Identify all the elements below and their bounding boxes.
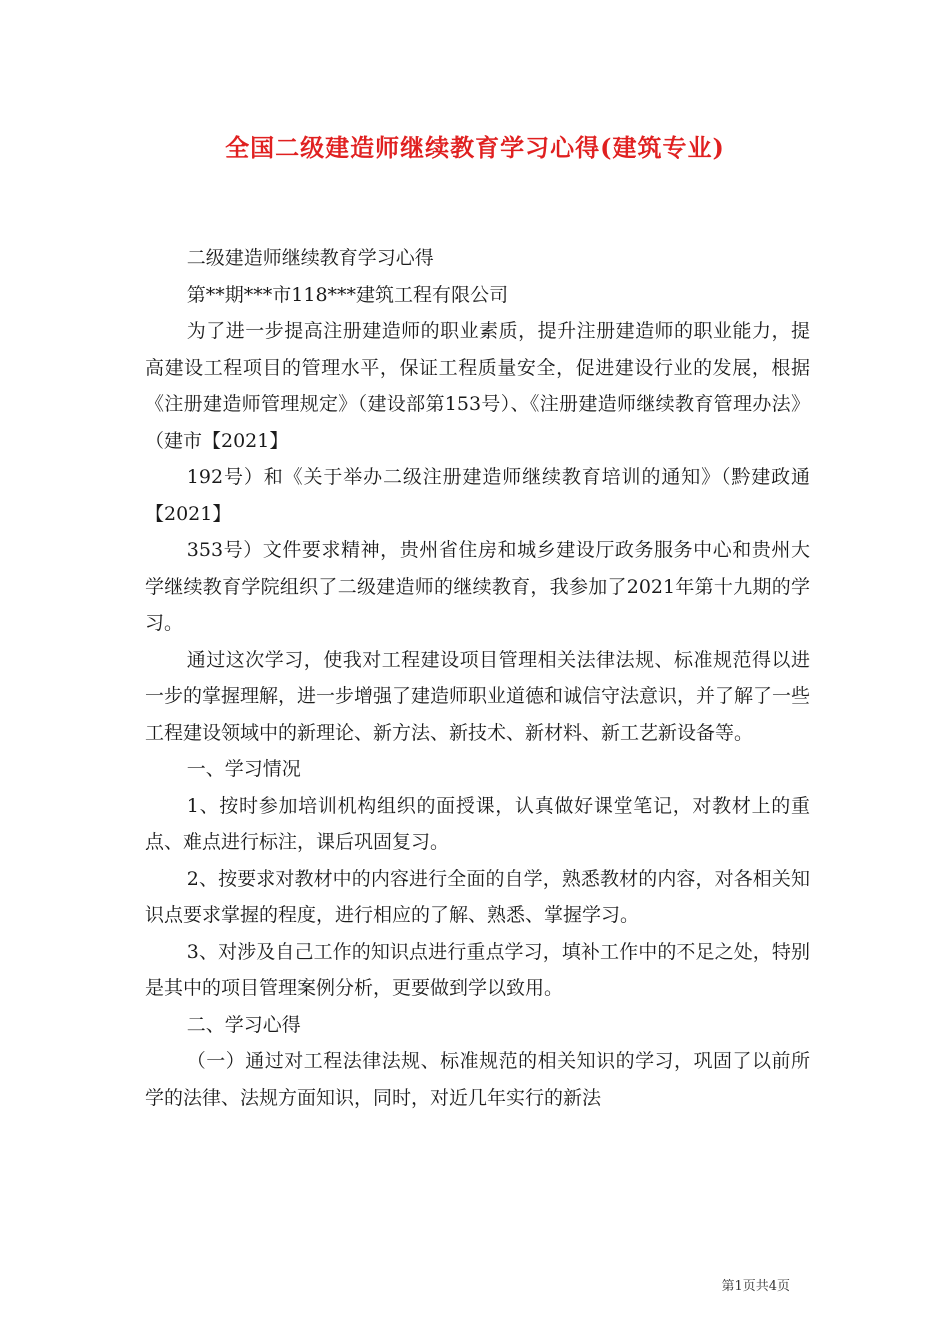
paragraph: 1、按时参加培训机构组织的面授课，认真做好课堂笔记，对教材上的重点、难点进行标注，课后巩固复习。 [145, 794, 810, 853]
paragraph: 2、按要求对教材中的内容进行全面的自学，熟悉教材的内容，对各相关知识点要求掌握的程度，进行相应的了解、熟悉、掌握学习。 [145, 867, 810, 926]
paragraph: 通过这次学习，使我对工程建设项目管理相关法律法规、标准规范得以进一步的掌握理解，进一步增强了建造师职业道德和诚信守法意识，并了解了一些工程建设领域中的新理论、新方法、新技术、新材料、新工艺新设备等。 [145, 648, 811, 744]
paragraph-subtitle: 二级建造师继续教育学习心得 [186, 247, 434, 269]
paragraph-author: 第**期***市118***建筑工程有限公司 [186, 283, 509, 306]
paragraph: 192号）和《关于举办二级注册建造师继续教育培训的通知》（黔建政通【2021】 [145, 466, 810, 525]
section-heading: 一、学习情况 [186, 758, 301, 780]
document-title: 全国二级建造师继续教育学习心得(建筑专业) [225, 133, 725, 162]
document-body [145, 240, 810, 1116]
paragraph: （一）通过对工程法律法规、标准规范的相关知识的学习，巩固了以前所学的法律、法规方面知识，同时，对近几年实行的新法 [145, 1050, 810, 1109]
page-number: 第1页共4页 [721, 1279, 790, 1294]
section-heading: 二、学习心得 [186, 1013, 301, 1036]
paragraph: 为了进一步提高注册建造师的职业素质，提升注册建造师的职业能力，提高建设工程项目的管理水平，保证工程质量安全，促进建设行业的发展，根据《注册建造师管理规定》（建设部第153号）、《注册建造师继续教育管理办法》（建市【2021】 [145, 320, 810, 452]
paragraph: 353号）文件要求精神，贵州省住房和城乡建设厅政务服务中心和贵州大学继续教育学院组织了二级建造师的继续教育，我参加了2021年第十九期的学习。 [145, 539, 810, 634]
paragraph: 3、对涉及自己工作的知识点进行重点学习，填补工作中的不足之处，特别是其中的项目管理案例分析，更要做到学以致用。 [145, 940, 810, 999]
